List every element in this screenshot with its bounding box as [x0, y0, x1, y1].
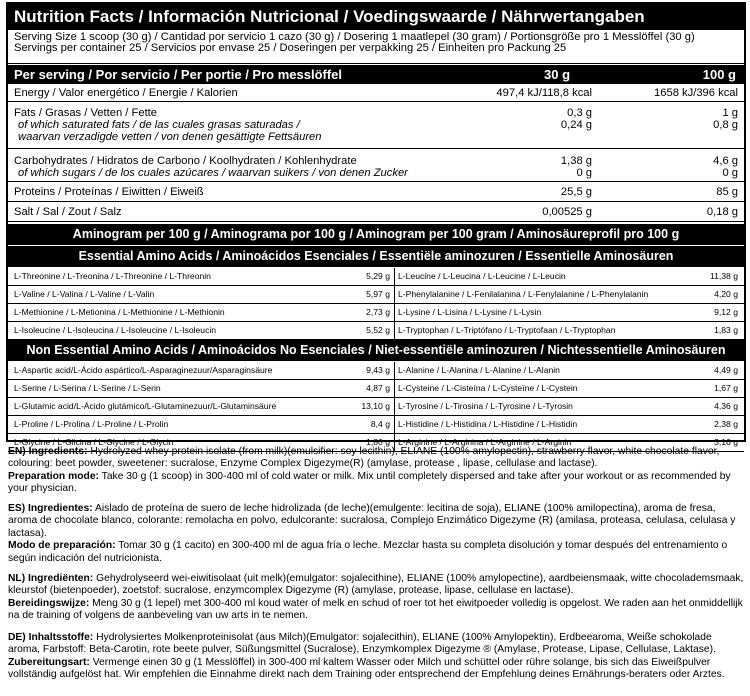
column-100g: 100 g — [702, 67, 736, 82]
amino-acid-name-left: L-Glycine / L-Glicina / L-Glycine / L-Glycin — [14, 437, 174, 447]
amino-acid-value-left: 9,43 g — [366, 365, 390, 375]
amino-acid-name-right: L-Phenylalanine / L-Fenilalanina / L-Fenylalanine / L-Phenylalanin — [398, 289, 649, 299]
ingredients-nl: NL) Ingrediënten: Gehydrolyseerd wei-eiwitisolaat (uit melk)(emulgator: sojalecithine), ELIANE (100% amylopectine), aardbeiensmaak, witte chocolademsmaak, kleurstof (bietenpoeder), zoetstof: sucralose, enzymcomplex Digezyme (R) (amylase, protease, lipase, cellulase en lactase). Bereidingswijze: Meng 30 g (1 lepel) met 300-400 ml koud water of melk en schud of roer tot het eiwitpoeder volledig is opgelost. We raden aan het onmiddellijk na de training of volgens de aanbeveling van uw arts in te nemen. — [8, 573, 744, 622]
nonessential-amino-acids-title: Non Essential Amino Acids / Aminoácidos No Esenciales / Niet-essentiële aminozuren / Nichtessentielle Aminosäuren — [8, 340, 744, 361]
amino-acid-value-right: 9,12 g — [714, 307, 738, 317]
amino-acid-value-left: 2,73 g — [366, 307, 390, 317]
fats-row: Fats / Grasas / Vetten / Fette 0,3 g 1 g of which saturated fats / de las cuales grasas saturadas / waarvan verzadigde vetten / von denen gesättigte Fettsäuren 0,24 g 0,8 g — [8, 102, 744, 149]
amino-acid-name-right: L-Lysine / L-Lisina / L-Lysine / L-Lysin — [398, 307, 542, 317]
amino-acid-value-right: 4,36 g — [714, 401, 738, 411]
amino-acid-name-right: L-Tryptophan / L-Triptófano / L-Tryptofaan / L-Tryptophan — [398, 325, 616, 335]
amino-acid-name-right: L-Alanine / L-Alanina / L-Alanine / L-Alanin — [398, 365, 560, 375]
amino-acid-value-left: 5,29 g — [366, 271, 390, 281]
amino-acid-name-left: L-Serine / L-Serina / L-Serine / L-Serin — [14, 383, 161, 393]
per-serving-header — [8, 65, 744, 84]
amino-acid-name-right: L-Leucine / L-Leucina / L-Leucine / L-Leucin — [398, 271, 566, 281]
serving-info — [8, 30, 744, 64]
amino-acid-value-left: 5,52 g — [366, 325, 390, 335]
column-divider — [394, 304, 395, 321]
saturated-fats-label-2: waarvan verzadigde vetten / von denen gesättigte Fettsäuren — [18, 131, 322, 143]
amino-acid-row — [8, 380, 744, 398]
ingredients-de: DE) Inhaltsstoffe: Hydrolysiertes Molkenproteinisolat (aus Milch)(Emulgator: sojalecithin), ELIANE (100% Amylopektin), Erdbeearoma, Weiße schokolade aroma, Farbstoff: Beta-Carotin, rote beete pulver, Süßungsmittel (Sucralose), Enzymkomplex Digezyme ® (Amylase, Protease, Lipase, Cellulase, Laktase). Zubereitungsart: Vermenge einen 30 g (1 Messlöffel) in 300-400 ml kaltem Wasser oder Milch und schüttel oder rühre solange, bis sich das Eiweißpulver vollständig aufgelöst hat. Wir empfehlen die Einnahme direkt nach dem Training oder entsprechend der Empfehlung deines Ernährungs-beraters oder Arztes. — [8, 632, 725, 681]
amino-acid-row — [8, 322, 744, 340]
column-divider — [394, 362, 395, 379]
amino-acid-value-right: 3,16 g — [714, 437, 738, 447]
amino-acid-row — [8, 286, 744, 304]
servings-per-container: Servings per container 25 / Servicios por envase 25 / Doseringen per verpakking 25 / Einheiten pro Packung 25 — [14, 42, 567, 54]
amino-acid-name-right: L-Cysteine / L-Cisteína / L-Cysteïne / L-Cystein — [398, 383, 578, 393]
amino-acid-row — [8, 268, 744, 286]
amino-acid-value-left: 4,87 g — [366, 383, 390, 393]
amino-acid-name-left: L-Valine / L-Valina / L-Valine / L-Valin — [14, 289, 155, 299]
column-divider — [394, 268, 395, 285]
amino-acid-name-left: L-Aspartic acid/L-Ácido aspártico/L-Asparaginezuur/Asparaginsäure — [14, 365, 273, 375]
column-divider — [394, 380, 395, 397]
ingredients-es: ES) Ingredientes: Aislado de proteína de suero de leche hidrolizada (de leche)(emulgente: lecitina de soja), ELIANE (100% amilopectina), aroma de fresa, aroma de chocolate blanco, colorante: remolacha en polvo, edulcorante: sucralosa, Complejo Enzimático Digezyme (R) (amilasa, proteasa, celulasa, celulasa y lactasa). Modo de preparación: Tomar 30 g (1 cacito) en 300-400 ml de agua fría o leche. Mezclar hasta su completa disolución y tomar después del entrenamiento o según indicación del nutricionista. — [8, 503, 736, 564]
amino-acid-name-left: L-Proline / L-Prolina / L-Proline / L-Prolin — [14, 419, 169, 429]
nutrition-label — [6, 2, 746, 447]
carbohydrates-row: Carbohydrates / Hidratos de Carbono / Koolhydraten / Kohlenhydrate 1,38 g 4,6 g of which sugars / de los cuales azúcares / waarvan suikers / von denen Zucker 0 g 0 g — [8, 149, 744, 182]
amino-acid-value-right: 4,49 g — [714, 365, 738, 375]
energy-row: Energy / Valor energético / Energie / Kalorien 497,4 kJ/118,8 kcal 1658 kJ/396 kcal — [8, 84, 744, 102]
amino-acid-value-right: 1,67 g — [714, 383, 738, 393]
salt-row: Salt / Sal / Zout / Salz 0,00525 g 0,18 g — [8, 202, 744, 222]
per-serving-label: Per serving / Por servicio / Per portie / Pro messlöffel — [14, 67, 343, 82]
amino-acid-row — [8, 304, 744, 322]
amino-acid-name-left: L-Glutamic acid/L-Ácido glutámico/L-Glutaminezuur/L-Glutaminsäure — [14, 401, 277, 411]
column-divider — [394, 322, 395, 339]
amino-acid-name-left: L-Isoleucine / L-Isoleucina / L-Isoleucine / L-Isoleucin — [14, 325, 217, 335]
amino-acid-row — [8, 398, 744, 416]
sugars-label: of which sugars / de los cuales azúcares / waarvan suikers / von denen Zucker — [18, 167, 408, 179]
amino-acid-value-right: 11,38 g — [709, 271, 738, 281]
column-30g: 30 g — [544, 67, 571, 82]
column-divider — [394, 398, 395, 415]
amino-acid-value-left: 5,97 g — [366, 289, 390, 299]
amino-acid-name-right: L-Arginine / L-Arginina / L-Arginine / L-Arginin — [398, 437, 572, 447]
amino-acid-name-left: L-Methionine / L-Metionina / L-Methionine / L-Methionin — [14, 307, 225, 317]
amino-acid-value-left: 13,10 g — [361, 401, 390, 411]
column-divider — [394, 286, 395, 303]
amino-acid-name-right: L-Histidine / L-Histidina / L-Histidine / L-Histidin — [398, 419, 578, 429]
protein-row: Proteins / Proteínas / Eiwitten / Eiweiß 25,5 g 85 g — [8, 182, 744, 202]
amino-acid-value-right: 4,20 g — [714, 289, 738, 299]
amino-acid-value-right: 1,83 g — [714, 325, 738, 335]
ingredients-en: EN) Ingredients: Hydrolyzed whey protein isolate (from milk)(emulsifier: soy lecithin), ELIANE (100% amylopectin), strawberry flavor, white chocolate flavor, colouring: beet powder, sweetener: sucralose, Enzyme Complex Digezyme(R) (amylase, protease , lipase, cellulase and lactase). Preparation mode: Take 30 g (1 scoop) in 300-400 ml of cold water or milk. Mix until completely dispersed and take after your workout or as recommended by your physician. — [8, 446, 731, 495]
amino-acid-value-left: 1,86 g — [366, 437, 390, 447]
column-divider — [394, 416, 395, 433]
amino-acid-value-right: 2,38 g — [714, 419, 738, 429]
aminogram-title: Aminogram per 100 g / Aminograma por 100 g / Aminogram per 100 gram / Aminosäureprofil pro 100 g — [8, 224, 744, 245]
label-title: Nutrition Facts / Información Nutricional / Voedingswaarde / Nährwertangaben — [8, 4, 744, 30]
amino-acid-row — [8, 416, 744, 434]
amino-acid-name-left: L-Threonine / L-Treonina / L-Threonine / L-Threonin — [14, 271, 211, 281]
amino-acid-name-right: L-Tyrosine / L-Tirosina / L-Tyrosine / L-Tyrosin — [398, 401, 573, 411]
amino-acid-value-left: 8,4 g — [370, 419, 390, 429]
essential-amino-acids-title: Essential Amino Acids / Aminoácidos Esenciales / Essentiële aminozuren / Essentielle Aminosäuren — [8, 246, 744, 267]
serving-size: Serving Size 1 scoop (30 g) / Cantidad por servicio 1 cazo (30 g) / Dosering 1 maatlepel (30 gram) / Portionsgröße pro 1 Messlöffel (30 g) — [14, 31, 695, 43]
amino-acid-row — [8, 362, 744, 380]
saturated-fats-label: of which saturated fats / de las cuales grasas saturadas / — [18, 119, 300, 131]
